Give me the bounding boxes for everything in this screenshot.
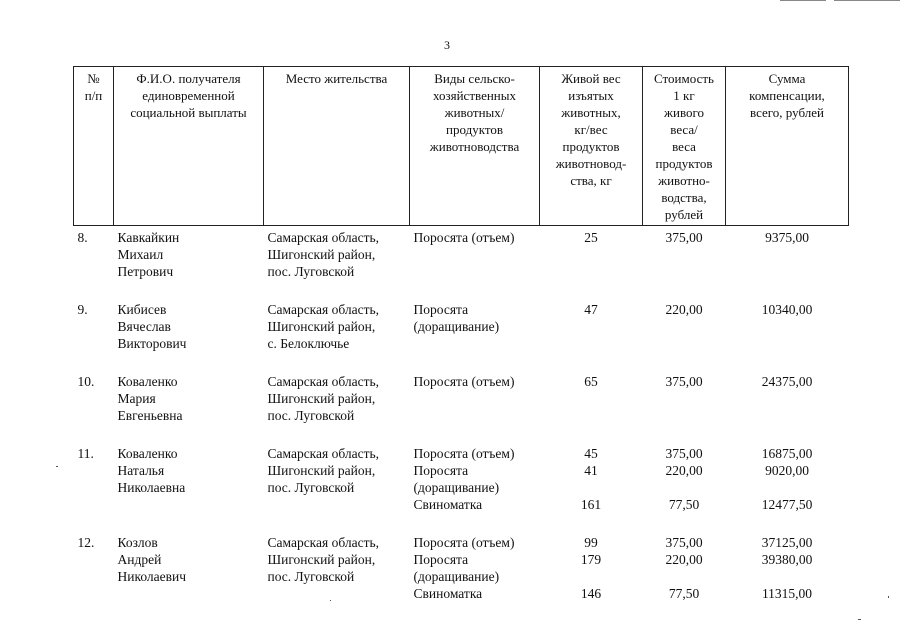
line-spacer [544,479,639,496]
scan-mark [780,0,826,1]
residence [264,532,410,621]
residence-line: пос. Луговской [267,408,355,423]
animal-types [410,299,540,371]
sums [726,299,849,371]
table-row [74,299,849,371]
header-line: Живой вес [561,71,621,86]
sum-value: 16875,00 [761,446,813,461]
header-line: 1 кг [673,88,695,103]
header-line: п/п [84,88,103,103]
header-line: рублей [664,207,704,222]
price-value: 220,00 [665,302,703,317]
header-line: социальной выплаты [130,105,247,120]
name-line: Михаил [117,247,164,262]
residence-line: Шигонский район, [267,319,376,334]
weight-value: 99 [584,535,598,550]
residence-line: Самарская область, [267,535,380,550]
residence-line: пос. Луговской [267,480,355,495]
prices [643,299,726,371]
header-line: животновод- [555,156,627,171]
table-row [74,532,849,621]
header-line: продуктов [446,122,503,137]
weight-value: 179 [580,552,602,567]
header-num [74,67,114,226]
name-line: Коваленко [117,446,178,461]
recipient-name [114,299,264,371]
name-line: Коваленко [117,374,178,389]
animal-type: Поросята [413,302,469,317]
header-line: животноводства [429,139,520,154]
residence-line: Самарская область, [267,374,380,389]
weight-value: 47 [584,302,598,317]
header-line: веса/ [670,122,698,137]
header-line: кг/вес [574,122,608,137]
header-line: животных/ [444,105,505,120]
weight-value: 65 [584,374,598,389]
header-line: веса [672,139,696,154]
residence-line: пос. Луговской [267,569,355,584]
animal-type: Поросята (отъем) [413,535,515,550]
scan-speck [56,466,58,467]
weight-value: 146 [580,586,602,601]
line-spacer [730,568,845,585]
residence-line: Самарская область, [267,446,380,461]
line-spacer [647,318,722,335]
row-number: 10. [77,374,95,389]
recipient-name [114,443,264,532]
header-sum [726,67,849,226]
weights [540,443,643,532]
header-line: животно- [658,173,710,188]
header-line: продуктов [562,139,620,154]
price-value: 220,00 [665,552,703,567]
header-type [410,67,540,226]
header-line: продуктов [655,156,713,171]
header-line: Ф.И.О. получателя [136,71,241,86]
line-spacer [730,318,845,335]
price-value: 375,00 [665,446,703,461]
residence-line: Шигонский район, [267,463,376,478]
name-line: Кавкайкин [117,230,180,245]
header-price [643,67,726,226]
animal-type: Поросята (отъем) [413,446,515,461]
animal-type: (доращивание) [413,319,500,334]
table-row [74,443,849,532]
header-line: Сумма [768,71,806,86]
weights [540,371,643,443]
residence [264,299,410,371]
name-line: Викторович [117,336,187,351]
header-line: хозяйственных [432,88,516,103]
scan-speck [888,596,889,598]
table-row [74,371,849,443]
header-line: Место жительства [285,71,388,86]
price-value: 375,00 [665,535,703,550]
header-line: № [87,71,100,86]
weights [540,532,643,621]
header-line: единовременной [142,88,235,103]
recipient-name [114,532,264,621]
animal-type: Поросята (отъем) [413,374,515,389]
line-spacer [647,568,722,585]
name-line: Николаевич [117,569,187,584]
sum-value: 10340,00 [761,302,813,317]
row-number: 11. [77,446,94,461]
table-row [74,226,849,300]
recipient-name [114,371,264,443]
name-line: Козлов [117,535,158,550]
sums [726,226,849,300]
name-line: Николаевна [117,480,186,495]
price-value: 77,50 [668,497,700,512]
header-name [114,67,264,226]
prices [643,226,726,300]
sums [726,443,849,532]
sum-value: 9375,00 [765,230,809,245]
name-line: Вячеслав [117,319,171,334]
weight-value: 161 [580,497,602,512]
name-line: Кибисев [117,302,167,317]
animal-type: (доращивание) [413,569,500,584]
sums [726,371,849,443]
animal-types [410,443,540,532]
residence-line: Самарская область, [267,230,380,245]
name-line: Мария [117,391,156,406]
recipient-name [114,226,264,300]
row-number: 8. [77,230,88,245]
residence-line: Шигонский район, [267,247,376,262]
sum-value: 37125,00 [761,535,813,550]
header-line: животных, [561,105,621,120]
residence [264,226,410,300]
line-spacer [544,568,639,585]
header-line: Виды сельско- [434,71,515,86]
animal-type: Свиноматка [413,497,483,512]
animal-type: Поросята [413,552,469,567]
animal-type: Поросята (отъем) [413,230,515,245]
residence-line: пос. Луговской [267,264,355,279]
sum-value: 24375,00 [761,374,813,389]
name-line: Евгеньевна [117,408,183,423]
prices [643,443,726,532]
weights [540,299,643,371]
scan-speck [858,619,861,620]
residence-line: с. Белоключье [267,336,350,351]
header-line: всего, рублей [750,105,824,120]
header-line: компенсации, [749,88,825,103]
row-number: 12. [77,535,95,550]
header-line: живого [664,105,704,120]
compensation-table [73,66,849,621]
row-number: 9. [77,302,88,317]
animal-types [410,371,540,443]
line-spacer [544,318,639,335]
name-line: Петрович [117,264,174,279]
residence [264,443,410,532]
name-line: Андрей [117,552,162,567]
animal-type: (доращивание) [413,480,500,495]
animal-type: Свиноматка [413,586,483,601]
price-value: 77,50 [668,586,700,601]
line-spacer [647,479,722,496]
weight-value: 25 [584,230,598,245]
price-value: 375,00 [665,374,703,389]
residence-line: Шигонский район, [267,552,376,567]
header-line: водства, [661,190,707,205]
sums [726,532,849,621]
residence [264,371,410,443]
header-line: ства, кг [570,173,612,188]
prices [643,371,726,443]
name-line: Наталья [117,463,165,478]
price-value: 375,00 [665,230,703,245]
weight-value: 45 [584,446,598,461]
scan-mark [834,0,900,1]
table-body [74,226,849,622]
animal-types [410,226,540,300]
animal-type: Поросята [413,463,469,478]
page-number: 3 [444,38,450,52]
weights [540,226,643,300]
weight-value: 41 [584,463,598,478]
sum-value: 9020,00 [765,463,809,478]
header-place [264,67,410,226]
prices [643,532,726,621]
residence-line: Шигонский район, [267,391,376,406]
animal-types [410,532,540,621]
line-spacer [730,479,845,496]
price-value: 220,00 [665,463,703,478]
sum-value: 39380,00 [761,552,813,567]
sum-value: 12477,50 [761,497,813,512]
header-line: изъятых [568,88,614,103]
sum-value: 11315,00 [761,586,813,601]
header-line: Стоимость [654,71,714,86]
table-header-row [74,67,849,226]
header-weight [540,67,643,226]
residence-line: Самарская область, [267,302,380,317]
scan-speck [330,600,331,601]
